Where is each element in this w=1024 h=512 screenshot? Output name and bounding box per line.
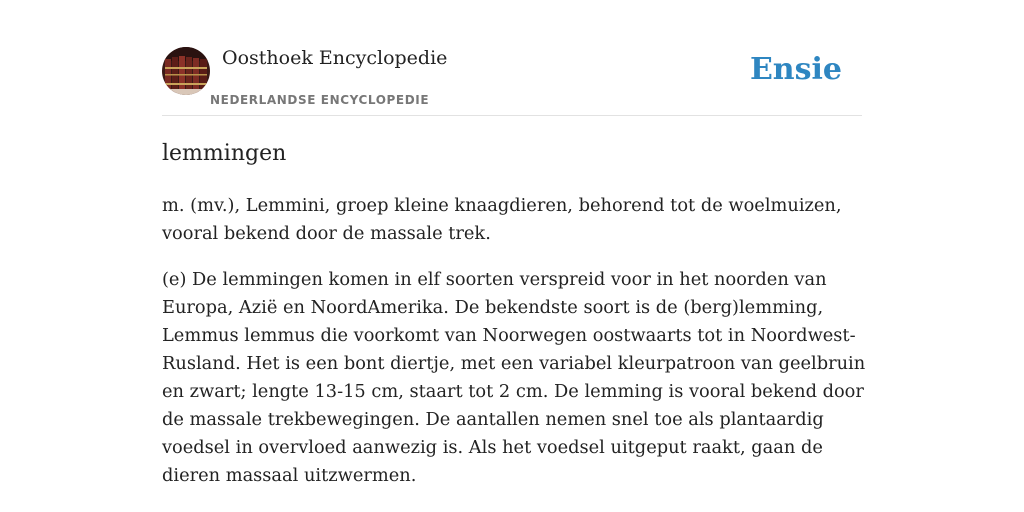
site-header [162, 46, 862, 116]
entry-definition-paragraph: m. (mv.), Lemmini, groep kleine knaagdieren, behorend tot de woelmuizen, vooral bekend door de massale trek. [162, 195, 842, 244]
entry-description-paragraph: (e) De lemmingen komen in elf soorten verspreid voor in het noorden van Europa, Azië en NoordAmerika. De bekendste soort is de (berg)lemming, Lemmus lemmus die voorkomt van Noorwegen oostwaarts tot in Noordwest-Rusland. Het is een bont diertje, met een variabel kleurpatroon van geelbruin en zwart; lengte 13-15 cm, staart tot 2 cm. De lemming is vooral bekend door de massale trekbewegingen. De aantallen nemen snel toe als plantaardig voedsel in overvloed aanwezig is. Als het voedsel uitgeput raakt, gaan de dieren massaal uitzwermen. [162, 269, 866, 486]
book-spines-icon[interactable] [162, 47, 210, 95]
entry-content [162, 192, 866, 508]
site-name[interactable]: Oosthoek Encyclopedie [222, 47, 448, 69]
brand-logo-link[interactable]: Ensie [749, 52, 842, 87]
entry-title: lemmingen [162, 141, 287, 166]
site-subtitle: NEDERLANDSE ENCYCLOPEDIE [210, 93, 430, 107]
